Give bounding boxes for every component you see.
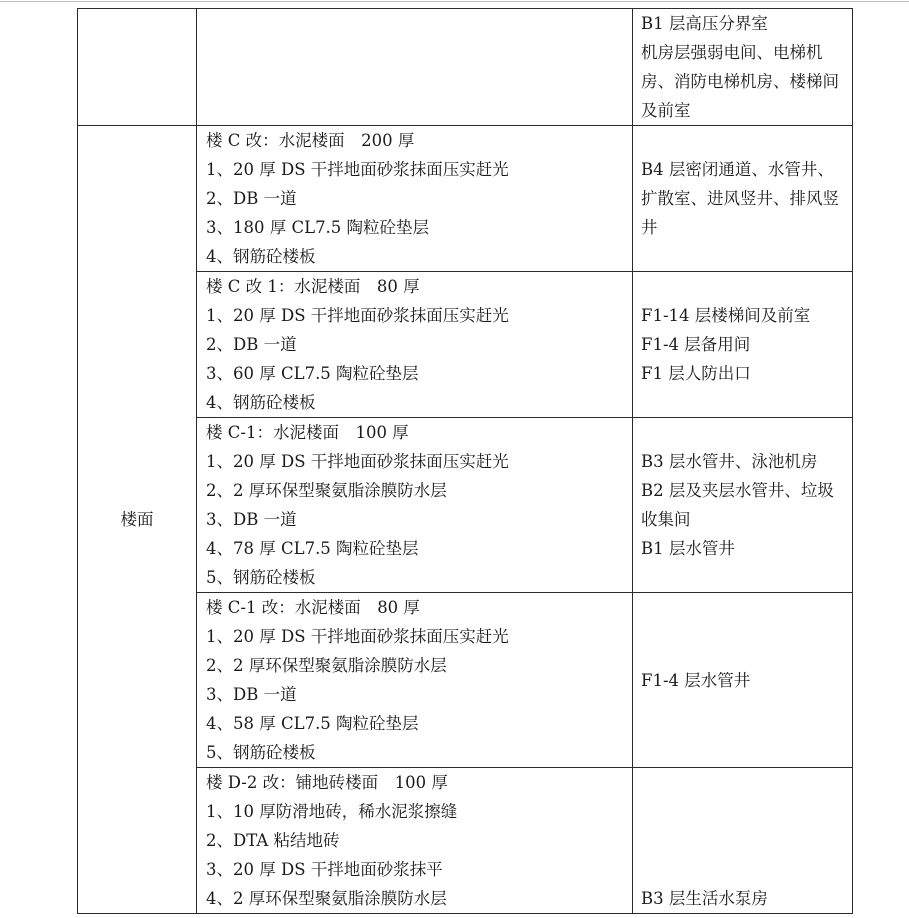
category-cell xyxy=(78,126,197,914)
location-line: B4 层密闭通道、水管井、扩散室、进风竖井、排风竖井 xyxy=(641,160,839,237)
spec-step: 4、钢筋砼楼板 xyxy=(206,393,316,412)
table-row xyxy=(78,126,853,272)
spec-step: 4、2 厚环保型聚氨脂涂膜防水层 xyxy=(206,889,447,908)
location-line: 机房层强弱电间、电梯机房、消防电梯机房、楼梯间及前室 xyxy=(641,43,839,120)
page-top-rule xyxy=(0,1,909,2)
spec-cell xyxy=(197,768,633,914)
spec-step: 3、60 厚 CL7.5 陶粒砼垫层 xyxy=(206,364,419,383)
spec-step: 3、20 厚 DS 干拌地面砂浆抹平 xyxy=(206,860,443,879)
category-label: 楼面 xyxy=(120,510,154,529)
location-line: F1-4 层备用间 xyxy=(641,335,751,354)
spec-step: 2、DB 一道 xyxy=(206,335,297,354)
location-line: B3 层水管井、泳池机房 xyxy=(641,452,818,471)
spec-cell xyxy=(197,9,633,126)
spec-step: 3、DB 一道 xyxy=(206,685,297,704)
spec-step: 3、180 厚 CL7.5 陶粒砼垫层 xyxy=(206,218,430,237)
spec-step: 4、58 厚 CL7.5 陶粒砼垫层 xyxy=(206,714,419,733)
spec-step: 1、20 厚 DS 干拌地面砂浆抹面压实赶光 xyxy=(206,627,509,646)
spec-step: 2、2 厚环保型聚氨脂涂膜防水层 xyxy=(206,656,447,675)
category-cell xyxy=(78,9,197,126)
location-cell xyxy=(633,593,853,768)
spec-step: 5、钢筋砼楼板 xyxy=(206,743,316,762)
table-row xyxy=(78,9,853,126)
location-line: B3 层生活水泵房 xyxy=(641,889,768,908)
location-line: F1 层人防出口 xyxy=(641,364,751,383)
spec-step: 5、钢筋砼楼板 xyxy=(206,568,316,587)
spec-title: 楼 C 改 1：水泥楼面 80 厚 xyxy=(206,277,420,296)
spec-step: 1、20 厚 DS 干拌地面砂浆抹面压实赶光 xyxy=(206,452,509,471)
location-cell xyxy=(633,126,853,272)
location-cell xyxy=(633,768,853,914)
spec-step: 2、DB 一道 xyxy=(206,189,297,208)
location-line: B2 层及夹层水管井、垃圾收集间 xyxy=(641,481,834,529)
spec-step: 3、DB 一道 xyxy=(206,510,297,529)
spec-step: 1、20 厚 DS 干拌地面砂浆抹面压实赶光 xyxy=(206,306,509,325)
spec-step: 4、钢筋砼楼板 xyxy=(206,247,316,266)
location-cell xyxy=(633,272,853,418)
spec-title: 楼 C-1：水泥楼面 100 厚 xyxy=(206,423,409,442)
spec-step: 1、10 厚防滑地砖，稀水泥浆擦缝 xyxy=(206,802,458,821)
spec-title: 楼 D-2 改：铺地砖楼面 100 厚 xyxy=(206,773,448,792)
spec-step: 4、78 厚 CL7.5 陶粒砼垫层 xyxy=(206,539,419,558)
spec-step: 2、2 厚环保型聚氨脂涂膜防水层 xyxy=(206,481,447,500)
location-line: B1 层高压分界室 xyxy=(641,14,768,33)
spec-step: 1、20 厚 DS 干拌地面砂浆抹面压实赶光 xyxy=(206,160,509,179)
spec-title: 楼 C 改：水泥楼面 200 厚 xyxy=(206,131,415,150)
floor-spec-table xyxy=(77,8,853,914)
spec-cell xyxy=(197,272,633,418)
spec-step: 2、DTA 粘结地砖 xyxy=(206,831,340,850)
location-cell xyxy=(633,9,853,126)
location-cell xyxy=(633,418,853,593)
location-line: F1-4 层水管井 xyxy=(641,670,751,690)
spec-cell xyxy=(197,126,633,272)
spec-title: 楼 C-1 改：水泥楼面 80 厚 xyxy=(206,598,420,617)
location-line: F1-14 层楼梯间及前室 xyxy=(641,306,811,325)
spec-cell xyxy=(197,593,633,768)
spec-cell xyxy=(197,418,633,593)
location-line: B1 层水管井 xyxy=(641,539,735,558)
